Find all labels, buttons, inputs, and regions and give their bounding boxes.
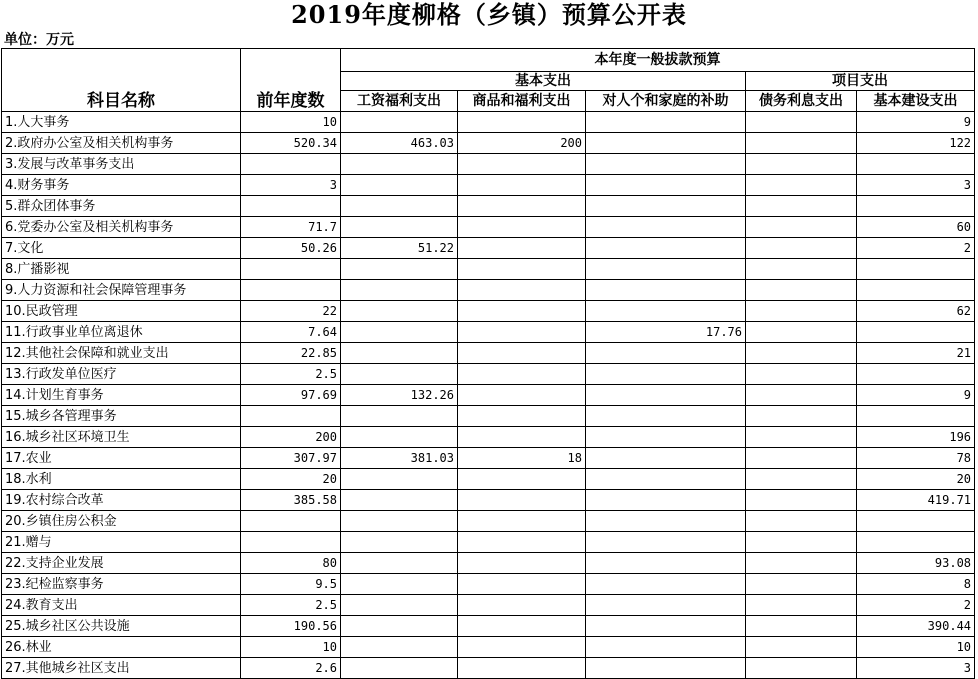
cell-subject[interactable]: 5.群众团体事务: [2, 196, 241, 217]
cell-goods[interactable]: [458, 301, 586, 322]
table-row: [2, 322, 975, 343]
cell-construction[interactable]: 390.44: [857, 616, 975, 637]
cell-goods[interactable]: [458, 259, 586, 280]
cell-wage[interactable]: [341, 574, 458, 595]
cell-subsidy[interactable]: [586, 469, 746, 490]
cell-construction[interactable]: 10: [857, 637, 975, 658]
cell-prev-year[interactable]: 385.58: [241, 490, 341, 511]
cell-construction[interactable]: 60: [857, 217, 975, 238]
cell-goods[interactable]: [458, 406, 586, 427]
cell-subsidy[interactable]: [586, 217, 746, 238]
cell-goods[interactable]: [458, 427, 586, 448]
cell-wage[interactable]: [341, 427, 458, 448]
table-row: [2, 238, 975, 259]
cell-prev-year[interactable]: 10: [241, 637, 341, 658]
cell-debt[interactable]: [746, 658, 857, 679]
cell-wage[interactable]: [341, 196, 458, 217]
table-body: [2, 112, 975, 679]
header-basic[interactable]: 基本支出: [341, 72, 746, 91]
cell-wage[interactable]: [341, 490, 458, 511]
cell-construction[interactable]: [857, 364, 975, 385]
cell-debt[interactable]: [746, 385, 857, 406]
cell-goods[interactable]: [458, 175, 586, 196]
cell-wage[interactable]: 381.03: [341, 448, 458, 469]
cell-subsidy[interactable]: [586, 511, 746, 532]
cell-debt[interactable]: [746, 595, 857, 616]
cell-goods[interactable]: [458, 574, 586, 595]
cell-construction[interactable]: 21: [857, 343, 975, 364]
cell-wage[interactable]: [341, 112, 458, 133]
cell-subject[interactable]: 2.政府办公室及相关机构事务: [2, 133, 241, 154]
cell-prev-year[interactable]: 7.64: [241, 322, 341, 343]
cell-construction[interactable]: 419.71: [857, 490, 975, 511]
cell-subsidy[interactable]: [586, 406, 746, 427]
cell-subsidy[interactable]: 17.76: [586, 322, 746, 343]
cell-wage[interactable]: [341, 406, 458, 427]
cell-prev-year[interactable]: 97.69: [241, 385, 341, 406]
cell-prev-year[interactable]: [241, 196, 341, 217]
table-row: [2, 469, 975, 490]
header-goods[interactable]: 商品和福利支出: [458, 91, 586, 112]
cell-goods[interactable]: [458, 217, 586, 238]
header-debt[interactable]: 债务利息支出: [746, 91, 857, 112]
cell-subsidy[interactable]: [586, 301, 746, 322]
cell-subsidy[interactable]: [586, 259, 746, 280]
cell-goods[interactable]: [458, 322, 586, 343]
cell-debt[interactable]: [746, 196, 857, 217]
cell-subject[interactable]: 3.发展与改革事务支出: [2, 154, 241, 175]
cell-construction[interactable]: 78: [857, 448, 975, 469]
cell-construction[interactable]: 9: [857, 385, 975, 406]
cell-goods[interactable]: [458, 490, 586, 511]
header-subject[interactable]: 科目名称: [2, 49, 241, 112]
cell-debt[interactable]: [746, 511, 857, 532]
cell-goods[interactable]: [458, 469, 586, 490]
cell-subsidy[interactable]: [586, 196, 746, 217]
cell-prev-year[interactable]: 80: [241, 553, 341, 574]
cell-subsidy[interactable]: [586, 154, 746, 175]
header-project[interactable]: 项目支出: [746, 72, 975, 91]
cell-subsidy[interactable]: [586, 364, 746, 385]
table-row: [2, 595, 975, 616]
table-row: [2, 154, 975, 175]
cell-wage[interactable]: 132.26: [341, 385, 458, 406]
cell-construction[interactable]: [857, 196, 975, 217]
cell-subject[interactable]: 14.计划生育事务: [2, 385, 241, 406]
cell-wage[interactable]: [341, 217, 458, 238]
cell-prev-year[interactable]: 2.6: [241, 658, 341, 679]
cell-wage[interactable]: [341, 532, 458, 553]
cell-prev-year[interactable]: 200: [241, 427, 341, 448]
cell-subject[interactable]: 4.财务事务: [2, 175, 241, 196]
header-subsidy[interactable]: 对人个和家庭的补助: [586, 91, 746, 112]
cell-debt[interactable]: [746, 637, 857, 658]
cell-wage[interactable]: [341, 553, 458, 574]
cell-debt[interactable]: [746, 427, 857, 448]
cell-wage[interactable]: [341, 637, 458, 658]
table-row: [2, 133, 975, 154]
table-row: [2, 490, 975, 511]
cell-subject[interactable]: 12.其他社会保障和就业支出: [2, 343, 241, 364]
cell-wage[interactable]: [341, 280, 458, 301]
header-construction[interactable]: 基本建设支出: [857, 91, 975, 112]
cell-goods[interactable]: [458, 196, 586, 217]
table-row: [2, 532, 975, 553]
cell-debt[interactable]: [746, 469, 857, 490]
cell-subject[interactable]: 11.行政事业单位离退休: [2, 322, 241, 343]
table-row: [2, 658, 975, 679]
cell-wage[interactable]: [341, 658, 458, 679]
cell-debt[interactable]: [746, 343, 857, 364]
cell-construction[interactable]: [857, 259, 975, 280]
cell-construction[interactable]: 2: [857, 238, 975, 259]
cell-subsidy[interactable]: [586, 385, 746, 406]
cell-construction[interactable]: 93.08: [857, 553, 975, 574]
cell-debt[interactable]: [746, 448, 857, 469]
cell-goods[interactable]: [458, 154, 586, 175]
table-row: [2, 112, 975, 133]
cell-prev-year[interactable]: 307.97: [241, 448, 341, 469]
cell-goods[interactable]: [458, 511, 586, 532]
unit-label: 单位：万元: [4, 32, 74, 48]
cell-debt[interactable]: [746, 301, 857, 322]
cell-construction[interactable]: 3: [857, 658, 975, 679]
cell-goods[interactable]: [458, 637, 586, 658]
cell-subsidy[interactable]: [586, 616, 746, 637]
cell-subsidy[interactable]: [586, 448, 746, 469]
cell-subject[interactable]: 22.支持企业发展: [2, 553, 241, 574]
cell-subject[interactable]: 17.农业: [2, 448, 241, 469]
cell-goods[interactable]: [458, 280, 586, 301]
table-row: [2, 448, 975, 469]
cell-debt[interactable]: [746, 364, 857, 385]
cell-debt[interactable]: [746, 406, 857, 427]
cell-debt[interactable]: [746, 238, 857, 259]
cell-debt[interactable]: [746, 322, 857, 343]
cell-prev-year[interactable]: 520.34: [241, 133, 341, 154]
cell-goods[interactable]: 200: [458, 133, 586, 154]
cell-subject[interactable]: 20.乡镇住房公积金: [2, 511, 241, 532]
table-row: [2, 301, 975, 322]
cell-prev-year[interactable]: 2.5: [241, 364, 341, 385]
cell-goods[interactable]: [458, 385, 586, 406]
cell-wage[interactable]: [341, 154, 458, 175]
cell-debt[interactable]: [746, 553, 857, 574]
cell-subsidy[interactable]: [586, 553, 746, 574]
cell-construction[interactable]: [857, 406, 975, 427]
cell-construction[interactable]: 8: [857, 574, 975, 595]
cell-prev-year[interactable]: [241, 280, 341, 301]
table-row: [2, 553, 975, 574]
cell-debt[interactable]: [746, 112, 857, 133]
cell-debt[interactable]: [746, 616, 857, 637]
cell-subsidy[interactable]: [586, 175, 746, 196]
cell-subject[interactable]: 13.行政发单位医疗: [2, 364, 241, 385]
cell-subsidy[interactable]: [586, 427, 746, 448]
cell-wage[interactable]: [341, 322, 458, 343]
cell-prev-year[interactable]: 2.5: [241, 595, 341, 616]
table-row: [2, 511, 975, 532]
cell-subject[interactable]: 8.广播影视: [2, 259, 241, 280]
cell-prev-year[interactable]: [241, 154, 341, 175]
header-wage[interactable]: 工资福利支出: [341, 91, 458, 112]
cell-goods[interactable]: [458, 595, 586, 616]
cell-subject[interactable]: 16.城乡社区环境卫生: [2, 427, 241, 448]
cell-wage[interactable]: [341, 301, 458, 322]
table-row: [2, 280, 975, 301]
cell-construction[interactable]: [857, 322, 975, 343]
cell-subject[interactable]: 1.人大事务: [2, 112, 241, 133]
cell-goods[interactable]: [458, 238, 586, 259]
cell-wage[interactable]: [341, 595, 458, 616]
cell-goods[interactable]: [458, 343, 586, 364]
cell-prev-year[interactable]: 22: [241, 301, 341, 322]
cell-subsidy[interactable]: [586, 133, 746, 154]
cell-construction[interactable]: [857, 154, 975, 175]
cell-construction[interactable]: [857, 511, 975, 532]
cell-subsidy[interactable]: [586, 280, 746, 301]
cell-prev-year[interactable]: [241, 259, 341, 280]
cell-subsidy[interactable]: [586, 490, 746, 511]
table-row: [2, 385, 975, 406]
cell-wage[interactable]: [341, 364, 458, 385]
cell-prev-year[interactable]: 9.5: [241, 574, 341, 595]
cell-debt[interactable]: [746, 133, 857, 154]
cell-subsidy[interactable]: [586, 112, 746, 133]
cell-wage[interactable]: [341, 616, 458, 637]
cell-subject[interactable]: 25.城乡社区公共设施: [2, 616, 241, 637]
table-row: [2, 217, 975, 238]
cell-wage[interactable]: [341, 343, 458, 364]
cell-prev-year[interactable]: 22.85: [241, 343, 341, 364]
cell-construction[interactable]: 2: [857, 595, 975, 616]
table-row: [2, 259, 975, 280]
header-prev-year[interactable]: 前年度数: [241, 49, 341, 112]
cell-subject[interactable]: 6.党委办公室及相关机构事务: [2, 217, 241, 238]
cell-goods[interactable]: [458, 532, 586, 553]
cell-debt[interactable]: [746, 532, 857, 553]
table-row: [2, 574, 975, 595]
cell-construction[interactable]: 20: [857, 469, 975, 490]
cell-prev-year[interactable]: [241, 532, 341, 553]
cell-prev-year[interactable]: 20: [241, 469, 341, 490]
page-title: 2019年度柳格（乡镇）预算公开表: [291, 0, 687, 29]
cell-prev-year[interactable]: 50.26: [241, 238, 341, 259]
cell-wage[interactable]: [341, 259, 458, 280]
cell-subject[interactable]: 18.水利: [2, 469, 241, 490]
cell-debt[interactable]: [746, 280, 857, 301]
cell-subsidy[interactable]: [586, 658, 746, 679]
cell-construction[interactable]: 9: [857, 112, 975, 133]
table-row: [2, 196, 975, 217]
cell-wage[interactable]: 463.03: [341, 133, 458, 154]
table-row: [2, 616, 975, 637]
cell-construction[interactable]: [857, 532, 975, 553]
cell-subsidy[interactable]: [586, 238, 746, 259]
cell-debt[interactable]: [746, 154, 857, 175]
cell-prev-year[interactable]: [241, 406, 341, 427]
cell-construction[interactable]: 3: [857, 175, 975, 196]
cell-wage[interactable]: 51.22: [341, 238, 458, 259]
table-header: [2, 49, 975, 112]
cell-subject[interactable]: 19.农村综合改革: [2, 490, 241, 511]
cell-subsidy[interactable]: [586, 595, 746, 616]
cell-debt[interactable]: [746, 259, 857, 280]
cell-prev-year[interactable]: 71.7: [241, 217, 341, 238]
cell-prev-year[interactable]: [241, 511, 341, 532]
table-row: [2, 175, 975, 196]
cell-goods[interactable]: [458, 616, 586, 637]
table-row: [2, 406, 975, 427]
table-row: [2, 343, 975, 364]
cell-subsidy[interactable]: [586, 637, 746, 658]
cell-subject[interactable]: 26.林业: [2, 637, 241, 658]
cell-debt[interactable]: [746, 175, 857, 196]
table-row: [2, 364, 975, 385]
cell-prev-year[interactable]: 190.56: [241, 616, 341, 637]
cell-construction[interactable]: 122: [857, 133, 975, 154]
cell-wage[interactable]: [341, 511, 458, 532]
cell-prev-year[interactable]: 10: [241, 112, 341, 133]
cell-subsidy[interactable]: [586, 343, 746, 364]
cell-debt[interactable]: [746, 574, 857, 595]
cell-goods[interactable]: 18: [458, 448, 586, 469]
budget-table: [1, 48, 975, 679]
cell-subsidy[interactable]: [586, 532, 746, 553]
cell-subject[interactable]: 27.其他城乡社区支出: [2, 658, 241, 679]
cell-debt[interactable]: [746, 490, 857, 511]
cell-construction[interactable]: 196: [857, 427, 975, 448]
cell-subject[interactable]: 23.纪检监察事务: [2, 574, 241, 595]
cell-construction[interactable]: 62: [857, 301, 975, 322]
table-row: [2, 427, 975, 448]
cell-goods[interactable]: [458, 364, 586, 385]
cell-wage[interactable]: [341, 469, 458, 490]
cell-subject[interactable]: 21.赠与: [2, 532, 241, 553]
cell-wage[interactable]: [341, 175, 458, 196]
cell-subsidy[interactable]: [586, 574, 746, 595]
cell-subject[interactable]: 10.民政管理: [2, 301, 241, 322]
cell-goods[interactable]: [458, 112, 586, 133]
cell-subject[interactable]: 15.城乡各管理事务: [2, 406, 241, 427]
cell-construction[interactable]: [857, 280, 975, 301]
cell-subject[interactable]: 9.人力资源和社会保障管理事务: [2, 280, 241, 301]
cell-goods[interactable]: [458, 658, 586, 679]
cell-subject[interactable]: 24.教育支出: [2, 595, 241, 616]
cell-goods[interactable]: [458, 553, 586, 574]
table-row: [2, 637, 975, 658]
cell-subject[interactable]: 7.文化: [2, 238, 241, 259]
cell-prev-year[interactable]: 3: [241, 175, 341, 196]
cell-debt[interactable]: [746, 217, 857, 238]
header-general-budget[interactable]: 本年度一般拔款预算: [341, 49, 975, 72]
